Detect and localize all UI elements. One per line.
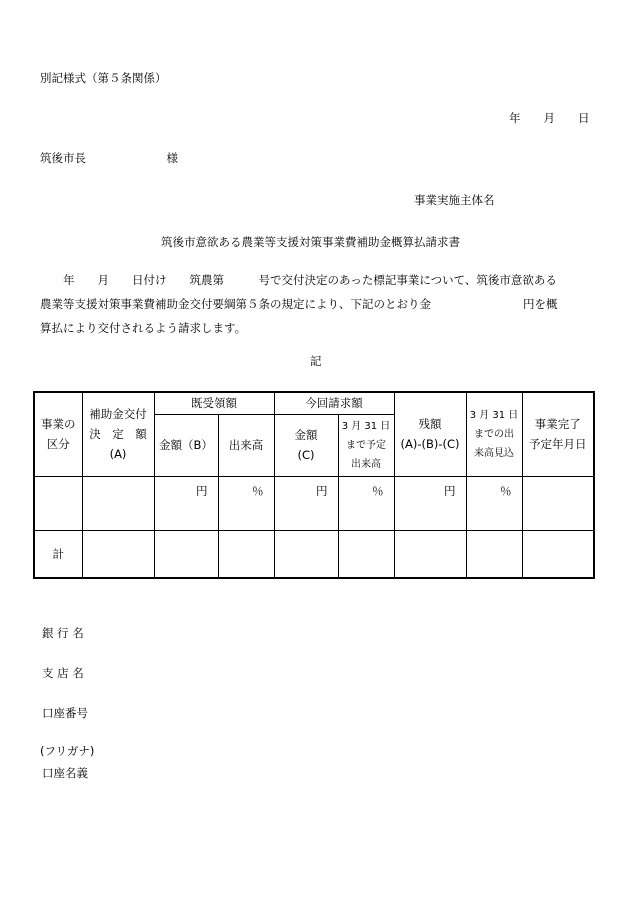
input-current-progress[interactable] <box>338 476 394 530</box>
body-line-1: 年 月 日付け 筑農第 号で交付決定のあった標記事業について、筑後市意欲ある <box>40 273 557 287</box>
form-reference: 別記様式（第５条関係） <box>40 71 167 85</box>
total-received-progress[interactable] <box>218 530 274 578</box>
document-title: 筑後市意欲ある農業等支援対策事業費補助金概算払請求書 <box>161 235 460 249</box>
unit-yen: 円 <box>316 483 328 498</box>
total-completion[interactable] <box>522 530 594 578</box>
total-current-progress[interactable] <box>338 530 394 578</box>
unit-yen: 円 <box>444 483 456 498</box>
bank-name-label: 銀 行 名 <box>42 626 84 640</box>
applicant-label: 事業実施主体名 <box>414 193 495 207</box>
total-current-amount[interactable] <box>274 530 338 578</box>
unit-yen: 円 <box>196 483 208 498</box>
date-line: 年 月 日 <box>509 111 590 125</box>
input-completion[interactable] <box>522 476 594 530</box>
header-current-progress: 3 月 31 日 まで予定 出来高 <box>338 414 394 476</box>
unit-percent: ％ <box>372 483 384 498</box>
table-row <box>34 476 594 530</box>
header-received-amount: 金額（B） <box>154 414 218 476</box>
header-grant-decision: 補助金交付 決 定 額 (A) <box>82 392 154 476</box>
unit-percent: ％ <box>252 483 264 498</box>
input-grant-decision[interactable] <box>82 476 154 530</box>
header-completion: 事業完了 予定年月日 <box>522 392 594 476</box>
input-received-progress[interactable] <box>218 476 274 530</box>
claim-table <box>33 391 595 579</box>
header-forecast: 3 月 31 日 までの出 来高見込 <box>466 392 522 476</box>
input-received-amount[interactable] <box>154 476 218 530</box>
unit-percent: ％ <box>500 483 512 498</box>
branch-name-label: 支 店 名 <box>42 666 84 680</box>
ki-heading: 記 <box>310 354 322 368</box>
account-holder-label: 口座名義 <box>42 766 88 780</box>
header-received-group: 既受領額 <box>154 392 274 414</box>
header-current-amount: 金額 (C) <box>274 414 338 476</box>
body-line-2: 農業等支援対策事業費補助金交付要綱第５条の規定により、下記のとおり金 円を概 <box>40 297 558 311</box>
body-paragraph <box>40 268 592 340</box>
addressee: 筑後市長 様 <box>40 151 178 165</box>
total-received-amount[interactable] <box>154 530 218 578</box>
input-forecast[interactable] <box>466 476 522 530</box>
total-balance[interactable] <box>394 530 466 578</box>
body-line-3: 算払により交付されるよう請求します。 <box>40 321 247 335</box>
header-balance: 残額 (A)-(B)-(C) <box>394 392 466 476</box>
furigana-label: (フリガナ) <box>40 744 95 758</box>
header-received-progress: 出来高 <box>218 414 274 476</box>
input-category[interactable] <box>34 476 82 530</box>
input-current-amount[interactable] <box>274 476 338 530</box>
total-label: 計 <box>34 530 82 578</box>
account-number-label: 口座番号 <box>42 706 88 720</box>
total-row <box>34 530 594 578</box>
total-forecast[interactable] <box>466 530 522 578</box>
input-balance[interactable] <box>394 476 466 530</box>
header-category: 事業の 区分 <box>34 392 82 476</box>
header-current-group: 今回請求額 <box>274 392 394 414</box>
total-grant-decision[interactable] <box>82 530 154 578</box>
